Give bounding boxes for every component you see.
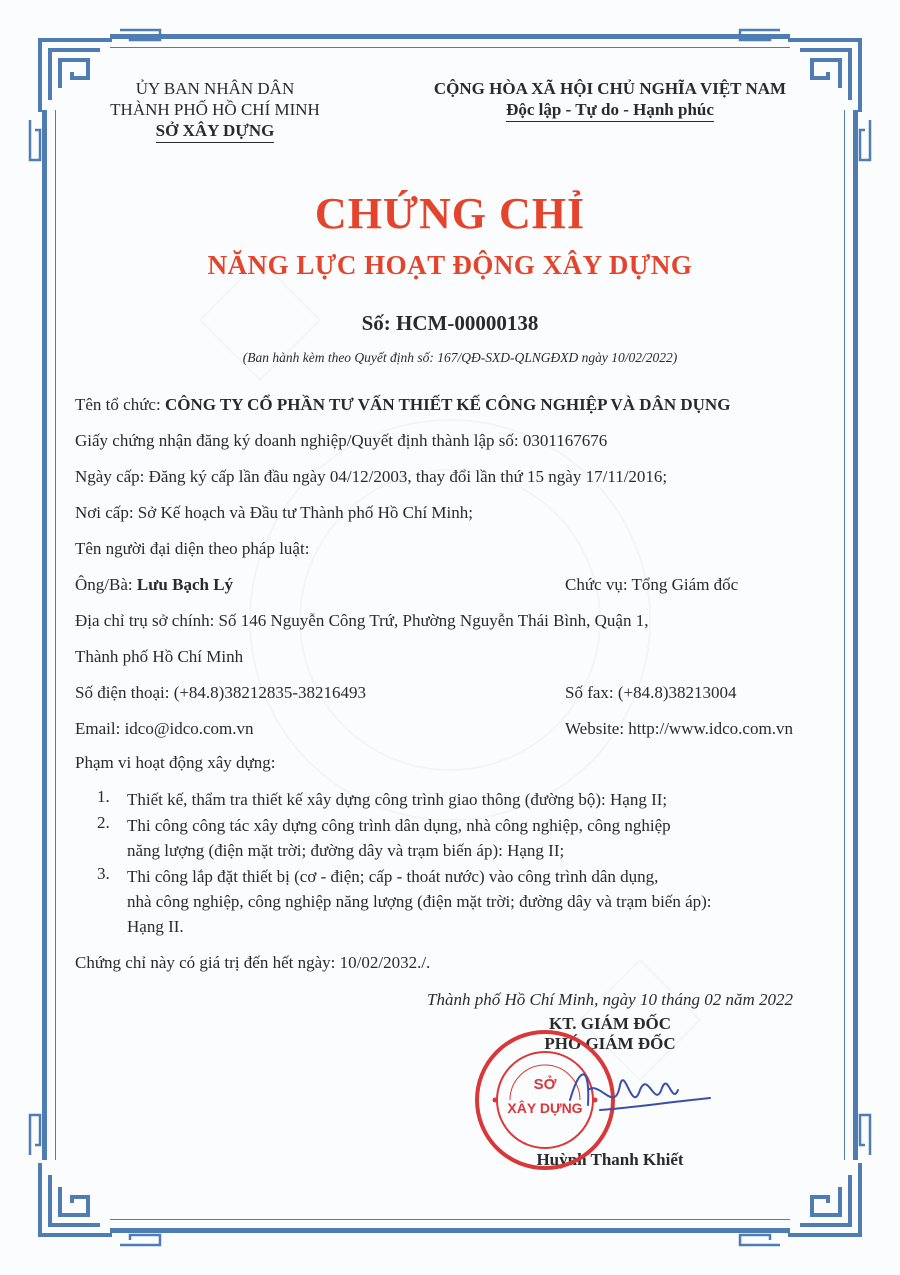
- issuer-line-2: THÀNH PHỐ HỒ CHÍ MINH: [110, 100, 320, 119]
- org-name-label: Tên tổ chức:: [75, 395, 165, 414]
- address-line-1: Địa chỉ trụ sở chính: Số 146 Nguyễn Công Trứ, Phường Nguyễn Thái Bình, Quận 1,: [75, 611, 649, 630]
- fax-line: Số fax: (+84.8)38213004: [565, 683, 737, 702]
- phone-line: Số điện thoại: (+84.8)38212835-38216493: [75, 683, 367, 702]
- scope-item-text: Thi công công tác xây dựng công trình dân dụng, nhà công nghiệp, công nghiệp năng lượng (điện mặt trời; đường dây và trạm biến áp): Hạng II;: [127, 816, 671, 860]
- registration-line: Giấy chứng nhận đăng ký doanh nghiệp/Quyết định thành lập số: 0301167676: [75, 431, 608, 450]
- nation-block: [380, 78, 840, 122]
- issuer-line-1: ỦY BAN NHÂN DÂN: [135, 79, 295, 98]
- scope-item-text: Thiết kế, thẩm tra thiết kế xây dựng công trình giao thông (đường bộ): Hạng II;: [127, 790, 668, 809]
- scope-item-number: 2.: [97, 813, 110, 832]
- validity-line: Chứng chỉ này có giá trị đến hết ngày: 10/02/2032./.: [75, 953, 431, 972]
- issuer-department: SỞ XÂY DỰNG: [156, 120, 275, 143]
- issue-place-line: Nơi cấp: Sở Kế hoạch và Đầu tư Thành phố Hồ Chí Minh;: [75, 503, 473, 522]
- person-name: Lưu Bạch Lý: [136, 575, 234, 594]
- certificate-title: CHỨNG CHỈ: [314, 189, 586, 238]
- email-line: Email: idco@idco.com.vn: [75, 719, 254, 738]
- signer-title-2: PHÓ GIÁM ĐỐC: [544, 1034, 676, 1053]
- handwritten-signature-icon: [560, 1060, 720, 1120]
- address-line-2: Thành phố Hồ Chí Minh: [75, 647, 244, 666]
- position-line: Chức vụ: Tổng Giám đốc: [565, 575, 739, 594]
- representative-label: Tên người đại diện theo pháp luật:: [75, 539, 310, 558]
- issuer-block: [70, 78, 360, 143]
- nation-name: CỘNG HÒA XÃ HỘI CHỦ NGHĨA VIỆT NAM: [433, 79, 787, 98]
- decision-reference: (Ban hành kèm theo Quyết định số: 167/QĐ-SXD-QLNGĐXD ngày 10/02/2022): [242, 350, 678, 365]
- certificate-subtitle: NĂNG LỰC HOẠT ĐỘNG XÂY DỰNG: [207, 250, 693, 280]
- nation-motto: Độc lập - Tự do - Hạnh phúc: [506, 99, 714, 122]
- scope-item-number: 3.: [97, 864, 110, 883]
- stamp-center-top: SỞ: [533, 1076, 557, 1093]
- org-name-row: [75, 395, 730, 415]
- certificate-number: Số: HCM-00000138: [361, 311, 539, 335]
- website-line: Website: http://www.idco.com.vn: [565, 719, 793, 738]
- signing-date: Thành phố Hồ Chí Minh, ngày 10 tháng 02 năm 2022: [427, 990, 793, 1009]
- org-name-value: CÔNG TY CỔ PHẦN TƯ VẤN THIẾT KẾ CÔNG NGHIỆP VÀ DÂN DỤNG: [164, 395, 731, 414]
- scope-label: Phạm vi hoạt động xây dựng:: [75, 753, 276, 772]
- signer-title-1: KT. GIÁM ĐỐC: [549, 1014, 671, 1033]
- scope-item-number: 1.: [97, 787, 110, 806]
- scope-item-text: Thi công lắp đặt thiết bị (cơ - điện; cấp - thoát nước) vào công trình dân dụng, nhà công nghiệp, công nghiệp năng lượng (điện mặt trời; đường dây và trạm biến áp): Hạng II.: [127, 867, 712, 936]
- representative-row: [75, 575, 233, 595]
- signer-name: Huỳnh Thanh Khiết: [536, 1150, 684, 1169]
- stamp-center-bottom: XÂY DỰNG: [507, 1100, 583, 1116]
- issue-date-line: Ngày cấp: Đăng ký cấp lần đầu ngày 04/12/2003, thay đổi lần thứ 15 ngày 17/11/2016;: [75, 467, 668, 486]
- person-label: Ông/Bà:: [75, 575, 137, 594]
